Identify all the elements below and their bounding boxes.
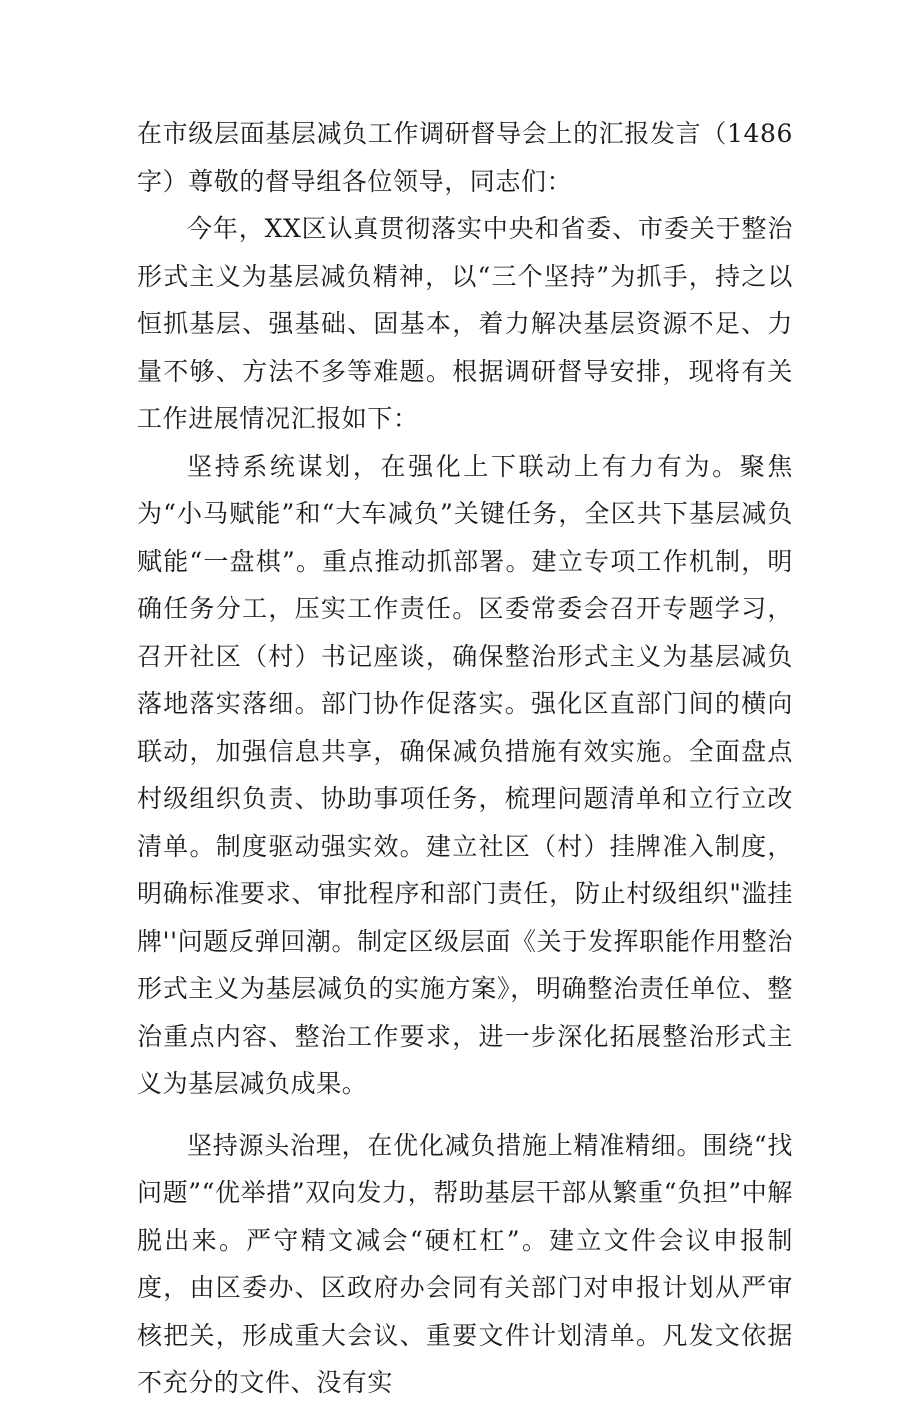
paragraph-gap [137, 1108, 793, 1122]
paragraph-systematic-planning: 坚持系统谋划，在强化上下联动上有力有为。聚焦为“小马赋能”和“大车减负”关键任务，全区共下基层减负赋能“一盘棋”。重点推动抓部署。建立专项工作机制，明确任务分工，压实工作责任。区委常委会召开专题学习，召开社区（村）书记座谈，确保整治形式主义为基层减负落地落实落细。部门协作促落实。强化区直部门间的横向联动，加强信息共享，确保减负措施有效实施。全面盘点村级组织负责、协助事项任务，梳理问题清单和立行立改清单。制度驱动强实效。建立社区（村）挂牌准入制度，明确标准要求、审批程序和部门责任，防止村级组织"滥挂牌''问题反弹回潮。制定区级层面《关于发挥职能作用整治形式主义为基层减负的实施方案》，明确整治责任单位、整治重点内容、整治工作要求，进一步深化拓展整治形式主义为基层减负成果。 [137, 451, 793, 1098]
document-body [137, 110, 793, 1407]
paragraph-intro: 今年，XX区认真贯彻落实中央和省委、市委关于整治形式主义为基层减负精神，以“三个坚持”为抓手，持之以恒抓基层、强基础、固基本，着力解决基层资源不足、力量不够、方法不多等难题。根据调研督导安排，现将有关工作进展情况汇报如下： [137, 214, 793, 433]
paragraph-title-salutation: 在市级层面基层减负工作调研督导会上的汇报发言（1486字）尊敬的督导组各位领导，同志们： [137, 119, 793, 196]
paragraph-source-governance: 坚持源头治理，在优化减负措施上精准精细。围绕“找问题”“优举措”双向发力，帮助基层干部从繁重“负担”中解脱出来。严守精文减会“硬杠杠”。建立文件会议申报制度，由区委办、区政府办会同有关部门对申报计划从严审核把关，形成重大会议、重要文件计划清单。凡发文依据不充分的文件、没有实 [137, 1130, 793, 1397]
